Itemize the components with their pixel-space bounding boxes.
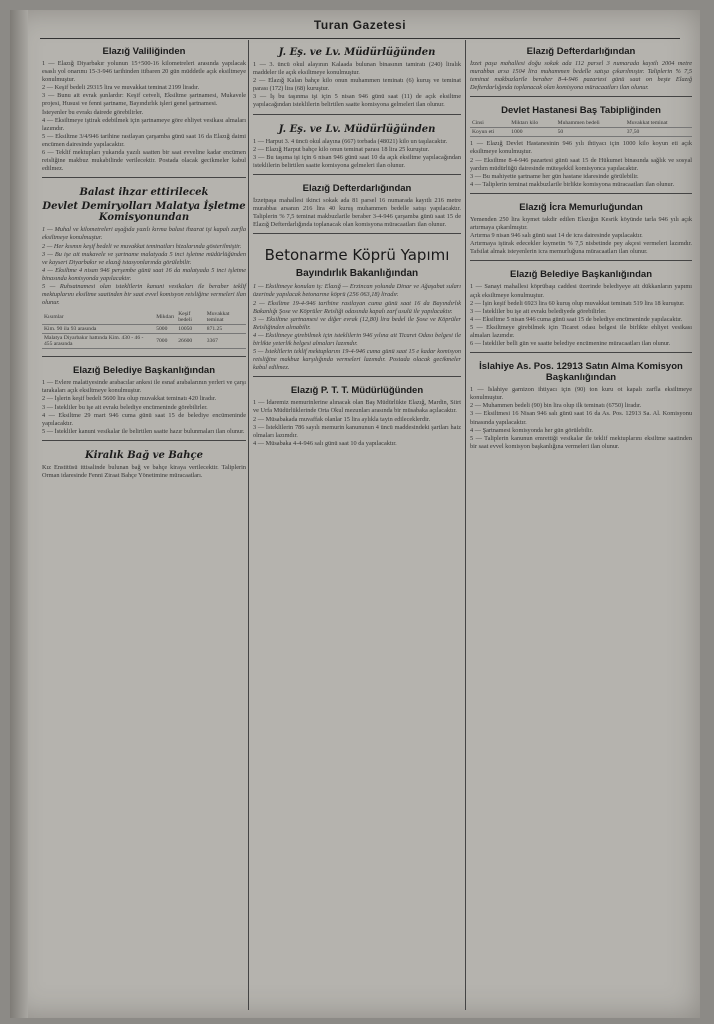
notice-paragraph: 5 — Eksiltme 3/4/946 tarihine rastlayan çarşamba günü saat 16 da Elazığ daimi encümen dairesinde yapılacaktır. xyxy=(42,132,246,148)
table-cell: 3367 xyxy=(205,334,246,349)
newspaper-title: Turan Gazetesi xyxy=(313,18,407,32)
notice-paragraph: 1 — Elazığ Devlet Hastanesinin 946 yılı ihtiyacı için 1000 kilo koyun eti açık eksiltmeye konulmuştur. xyxy=(470,140,692,156)
notice-paragraph: 3 — Eksiltme şartnamesi ve diğer evrak (12,80) lira bedel ile Şose ve Köprüler Reisliğinden alınabilir. xyxy=(253,315,461,331)
notice-paragraph: 2 — Elazığ Harput bahçe kilo onun teminat parası 18 lira 25 kuruştur. xyxy=(253,145,430,153)
notice-title: J. Eş. ve Lv. Müdürlüğünden xyxy=(278,47,436,58)
notice-islahiye-satin-alma xyxy=(470,357,692,455)
notice-paragraph: 1 — Sanayi mahallesi köprübaşı caddesi üzerinde belediyeye ait dükkanların yapımı açık eksiltmeye konulmuştur. xyxy=(470,283,692,299)
table-cell: 5000 xyxy=(154,325,176,334)
notice-paragraph: 6 — Teklif mektupları yukarıda yazılı saatten bir saat evveline kadar encümen reisliğine makbuz mukabilinde verilecektir. Postada olacak gecikmeler kabul edilmez. xyxy=(42,149,246,173)
table-header: Miktarı kilo xyxy=(509,119,555,128)
notice-elazig-valiligi xyxy=(42,42,246,178)
table-cell: Koyun eti xyxy=(470,128,509,137)
notice-paragraph: 4 — Eksiltme 29 mart 946 cuma günü saat 15 de belediye encümeninde yapılacaktır. xyxy=(42,411,246,427)
notice-paragraph: 2 — İşin keşif bedeli 6923 lira 60 kuruş olup muvakkat teminatı 519 lira 18 kuruştur. xyxy=(470,299,685,307)
notice-balast xyxy=(42,182,246,357)
notice-paragraph: 1 — Eksiltmeye konulan iş: Elazığ — Erzincan yolunda Dinar ve Ağaşabat suları üzerinde yapılacak betonarme köprü (256 063,18) liradır. xyxy=(253,283,461,299)
notice-paragraph: İsteyenler bu evrakı dairede görebilirler. xyxy=(42,108,144,116)
notice-paragraph: 2 — Muhammen bedeli (90) bin lira olup ilk teminatı (6750) liradır. xyxy=(470,402,642,410)
notice-icra-memurlugu xyxy=(470,198,692,261)
table-cell: 50 xyxy=(556,128,625,137)
table-cell: 7000 xyxy=(154,334,176,349)
notice-paragraph: 3 — Bu taşıma işi için 6 nisan 946 günü saat 10 da açık eksiltme yapılacağından isteklilerin belirtilen saatte komisyona gelmeleri ilan olunur. xyxy=(253,153,461,169)
notice-paragraph: 2 — Eksiltme 8-4-946 pazartesi günü saat 15 de Hükumet binasında sağlık ve sosyal yardım müdürlüğü dairesinde müteşekkil komisyonca yapılacaktır. xyxy=(470,156,692,172)
notice-jandarma-2 xyxy=(253,119,461,175)
notice-belediye-1 xyxy=(42,361,246,441)
notice-paragraph: İzzet paşa mahallesi doğu sokak ada 112 parsel 3 numarada kayıtlı 2004 metre murabbaı arsa 1504 lira muhammen bedelle satışa çıkarılmıştır. Taliplerin % 7,5 teminat makbuzlarile beraber 8-4-946 pazartesi günü saat on beşte Elazığ Defterdarlığında toplanacak olan komisyona müracaatları ilan olunur. xyxy=(470,60,692,92)
notice-devlet-hastanesi xyxy=(470,101,692,194)
notice-paragraph: 4 — Eksiltme 4 nisan 946 perşembe günü saat 16 da malatyada 5 inci işletme binasında komisyonda yapılacaktır. xyxy=(42,266,246,282)
notice-paragraph: 1 — Harput 3. 4 üncü okul alayına (667) torbada (48021) kilo un taşılacaktır. xyxy=(253,137,448,145)
table-header: Keşif bedeli xyxy=(176,310,205,325)
table-cell: 1000 xyxy=(509,128,555,137)
notice-paragraph: 3 — Bu işe ait mukavele ve şartname malatyada 5 inci işletme müdürlüğünden ve kayseri Diyarbakır ve elazığ istasyonlarında görülebilir. xyxy=(42,250,246,266)
notice-paragraph: 4 — Müsabaka 4-4-946 salı günü saat 10 da yapılacaktır. xyxy=(253,439,397,447)
notice-paragraph: 4 — Eksiltme 5 nisan 946 cuma günü saat 15 de belediye encümeninde yapılacaktır. xyxy=(470,315,683,323)
notice-title: Elazığ Defterdarlığından xyxy=(526,46,636,57)
notice-title: Elazığ Belediye Başkanlığından xyxy=(72,365,216,377)
notice-title: Elazığ Defterdarlığından xyxy=(302,182,412,194)
notice-paragraph: 4 — Taliplerin teminat makbuzlarile birlikte komisyona müracaatları ilan olunur. xyxy=(470,180,675,188)
notice-paragraph: 6 — İstekliler belli gün ve saatte belediye encümenine müracaatları ilan olunur. xyxy=(470,340,671,348)
table-row xyxy=(42,334,246,349)
newspaper-page xyxy=(10,10,700,1018)
notice-paragraph: 4 — Eksiltmeye girebilmek için isteklilerin 946 yılına ait Ticaret Odası belgesi ile birlikte yeterlik belgesi almaları lazımdır. xyxy=(253,331,461,347)
notice-title: Elazığ Valiliğinden xyxy=(102,46,186,57)
notice-title: Elazığ İcra Memurluğundan xyxy=(519,201,643,213)
table-cell: 10050 xyxy=(176,325,205,334)
table-cell: Malatya Diyarbakır hattında Kim. 430 - 46 - 455 arasında xyxy=(42,334,154,349)
notice-betonarme-kopru xyxy=(253,238,461,377)
notice-paragraph: 2 — Keşif bedeli 29315 lira ve muvakkat teminat 2199 liradır. xyxy=(42,84,200,92)
notice-paragraph: 3 — İstekliler bu işe ait evrakı belediye encümeninde görebilirler. xyxy=(42,403,208,411)
notice-kiralik-bag xyxy=(42,445,246,484)
column-rule xyxy=(248,40,249,1010)
column-right xyxy=(470,42,692,459)
table-header: Muvakkat teminat xyxy=(205,310,246,325)
table-header: Mikdarı xyxy=(154,310,176,325)
notice-paragraph: 5 — Ruhsatnamesi olan isteklilerin kanuni vesikaları ile beraber teklif mektuplarını eksiltme saatinden bir saat evvel komisyon reisliğine vermeleri ilan olunur. xyxy=(42,282,246,307)
notice-paragraph: 3 — İstekliler bu işe ait evrakı belediyede görebilirler. xyxy=(470,307,607,315)
notice-paragraph: 2 — Her kısmın keşif bedeli ve muvakkat teminatları hizalarında gösterilmiştir. xyxy=(42,242,242,250)
column-left xyxy=(42,42,246,488)
notice-paragraph: 1 — Elazığ Diyarbakır yolunun 15+500-16 kilometreleri arasında yapılacak esaslı yol onarımı 15-3-946 tarihinden itibaren 20 gün müddetle açık eksiltmeye konulmuştur. xyxy=(42,60,246,84)
table-header: Cinsi xyxy=(470,119,509,128)
notice-title: Elazığ Belediye Başkanlığından xyxy=(509,269,653,281)
notice-title: J. Eş. ve Lv. Müdürlüğünden xyxy=(278,123,436,135)
notice-paragraph: 4 — Şartnamesi komisyonda her gün görülebilir. xyxy=(470,426,593,434)
notice-paragraph: 5 — İsteklilerin teklif mektuplarını 19-4-946 cuma günü saat 15 e kadar komisyon reisliğine makbuz karşılığında vermeleri lazımdır. Postada olacak gecikmeler kabul edilmez. xyxy=(253,348,461,372)
notice-paragraph: 3 — İş bu taşınma işi için 5 nisan 946 günü saat (11) de açık eksiltme yapılacağından isteklilerin belirtilen saatte komisyona gelmeleri ilan olunur. xyxy=(253,93,461,109)
notice-defterdarlik-1 xyxy=(253,179,461,234)
page-header xyxy=(40,14,680,39)
table-header: Muvakkat teminat xyxy=(625,119,692,128)
notice-paragraph: Artırma 9 nisan 946 salı günü saat 14 de icra dairesinde yapılacaktır. xyxy=(470,232,643,240)
notice-paragraph: 2 — Eksiltme 19-4-946 tarihine rastlayan cuma günü saat 16 da Bayındırlık Bakanlığı Şose ve Köprüler Reisliği odasında kapalı zarf usulü ile yapılacaktır. xyxy=(253,299,461,315)
column-rule xyxy=(465,40,466,1010)
notice-paragraph: 3 — İsteklilerin 786 sayılı memurin kanununun 4 üncü maddesindeki şartları haiz olmaları lazımdır. xyxy=(253,423,461,439)
table-cell: Kim. 90 ila 93 arasında xyxy=(42,325,154,334)
table-header: Kısımlar xyxy=(42,310,154,325)
notice-paragraph: 2 — İşlerin keşif bedeli 5600 lira olup muvakkat teminatı 420 liradır. xyxy=(42,395,217,403)
notice-paragraph: 5 — Eksiltmeye girebilmek için Ticaret odası belgesi ile birlikte ehliyet vesikası almaları lazımdır. xyxy=(470,323,692,339)
notice-paragraph: Artırmaya iştirak edecekler kıymetin % 7,5 nisbetinde pey akçesi vermeleri lazımdır. Tafsilat almak isteyenlerin icra memurluğuna müracaatları ilan olunur. xyxy=(470,240,692,256)
hastane-table xyxy=(470,119,692,137)
notice-paragraph: 1 — İslahiye garnizon ihtiyacı için (90) ton kuru ot kapalı zarfla eksiltmeye konulmuştur. xyxy=(470,386,692,402)
table-header: Muhammen bedeli xyxy=(556,119,625,128)
table-cell: 871.25 xyxy=(205,325,246,334)
notice-paragraph: 1 — 3. üncü okul alayının Kalaada bulunan binasının tamiratı (240) liralık maddeler ile açık eksiltmeye konulmuştur. xyxy=(253,61,461,77)
notice-ptt xyxy=(253,381,461,452)
notice-jandarma-1 xyxy=(253,42,461,115)
column-middle xyxy=(253,42,461,456)
notice-paragraph: 3 — Bu mahiyette şartname her gün hastane idaresinde görülebilir. xyxy=(470,172,639,180)
table-cell: 26600 xyxy=(176,334,205,349)
notice-paragraph: 2 — Elazığ Kalan bahçe kilo onun muhammen teminatı (6) kuruş ve teminat parası (172) lira (68) kuruştur. xyxy=(253,77,461,93)
notice-paragraph: Kız Enstitüsü ittisalinde bulunan bağ ve bahçe kiraya verilecektir. Taliplerin Orman idaresinde Fenni Ziraat Bahçe Yönetimine müracaatları. xyxy=(42,463,246,479)
balast-table xyxy=(42,310,246,349)
notice-headline: Betonarme Köprü Yapımı xyxy=(264,246,450,265)
notice-paragraph: 3 — Eksiltmesi 16 Nisan 946 salı günü saat 16 da As. Pos. 12913 Sa. Al. Komisyonu binasında yapılacaktır. xyxy=(470,410,692,426)
notice-paragraph: Yemenden 250 lira kıymet takdir edilen Elazığın Kesrik köyünde tarla 946 yılı açık artırmaya çıkarılmıştır. xyxy=(470,215,692,232)
notice-paragraph: 4 — Eksiltmeye iştirak edebilmek için şartnameye göre ehliyet vesikası almaları lazımdır. xyxy=(42,116,246,132)
table-cell: 37,50 xyxy=(625,128,692,137)
notice-paragraph: 3 — Bunu ait evrak şunlardır: Keşif cetveli, Eksiltme şartnamesi, Mukavele projesi, Hususi ve fenni şartname, Bayındırlık işleri genel şartnamesi. xyxy=(42,92,246,108)
notice-paragraph: 1 — İdaremiz memurinlerine alınacak olan Baş Müdürlükte Elazığ, Mardin, Siirt ve Urfa Müdürlüklerinde Orta Okul mezunları arasında bir müsabaka açılacaktır. xyxy=(253,399,461,415)
notice-title: Bayındırlık Bakanlığından xyxy=(295,268,419,280)
notice-title: Elazığ P. T. T. Müdürlüğünden xyxy=(290,385,424,397)
notice-paragraph: 1 — Muhal ve kilometreleri aşağıda yazılı kırma balast ihzarat işi kapalı zarfla eksiltmeye konulmuştur. xyxy=(42,226,246,242)
notice-paragraph: 1 — Evlere malatiyesinde arabacılar ankesi ile esnaf arabalarının yerleri ve çarşı tarakaları açık eksiltmeye konulmuştur. xyxy=(42,379,246,395)
notice-paragraph: 5 — Taliplerin kanunun emrettiği vesikalar ile teklif mektuplarını eksiltme saatinden bir saat evvel komisyon başkanlığına vermeleri ilan olunur. xyxy=(470,434,692,450)
notice-paragraph: 5 — İstekliler kanuni vesikalar ile belirtilen saatte hazır bulunmaları ilan olunur. xyxy=(42,427,245,435)
page-binding xyxy=(10,10,28,1018)
notice-title: Balast ihzar ettirilecek xyxy=(79,187,209,199)
table-row xyxy=(470,128,692,137)
notice-paragraph: İzzetpaşa mahallesi ikinci sokak ada 81 parsel 16 numarada kayıtlı 216 metre murabbaı arsanın 216 lira 40 kuruş muhammen bedelle satışı yapılacaktır. Taliplerin % 7,5 teminat makbuzlarile beraber 3-4-946 çarşamba günü saat 15 de Elazığ Defterdarlığında toplanacak olan komisyona müracaatları ilan olunur. xyxy=(253,196,461,229)
notice-title: İslahiye As. Pos. 12913 Satın Alma Komisyon Başkanlığından xyxy=(479,361,683,384)
notice-defterdarlik-2 xyxy=(470,42,692,97)
notice-subtitle: Devlet Demiryolları Malatya İşletme Komisyonundan xyxy=(42,201,246,224)
notice-title: Kiralık Bağ ve Bahçe xyxy=(85,449,203,461)
table-row xyxy=(42,325,246,334)
notice-paragraph: 2 — Müsabakada muvaffak olanlar 15 lira aylıkla tayin edileceklerdir. xyxy=(253,415,431,423)
notice-title: Devlet Hastanesi Baş Tabipliğinden xyxy=(501,105,661,117)
notice-belediye-2 xyxy=(470,265,692,353)
